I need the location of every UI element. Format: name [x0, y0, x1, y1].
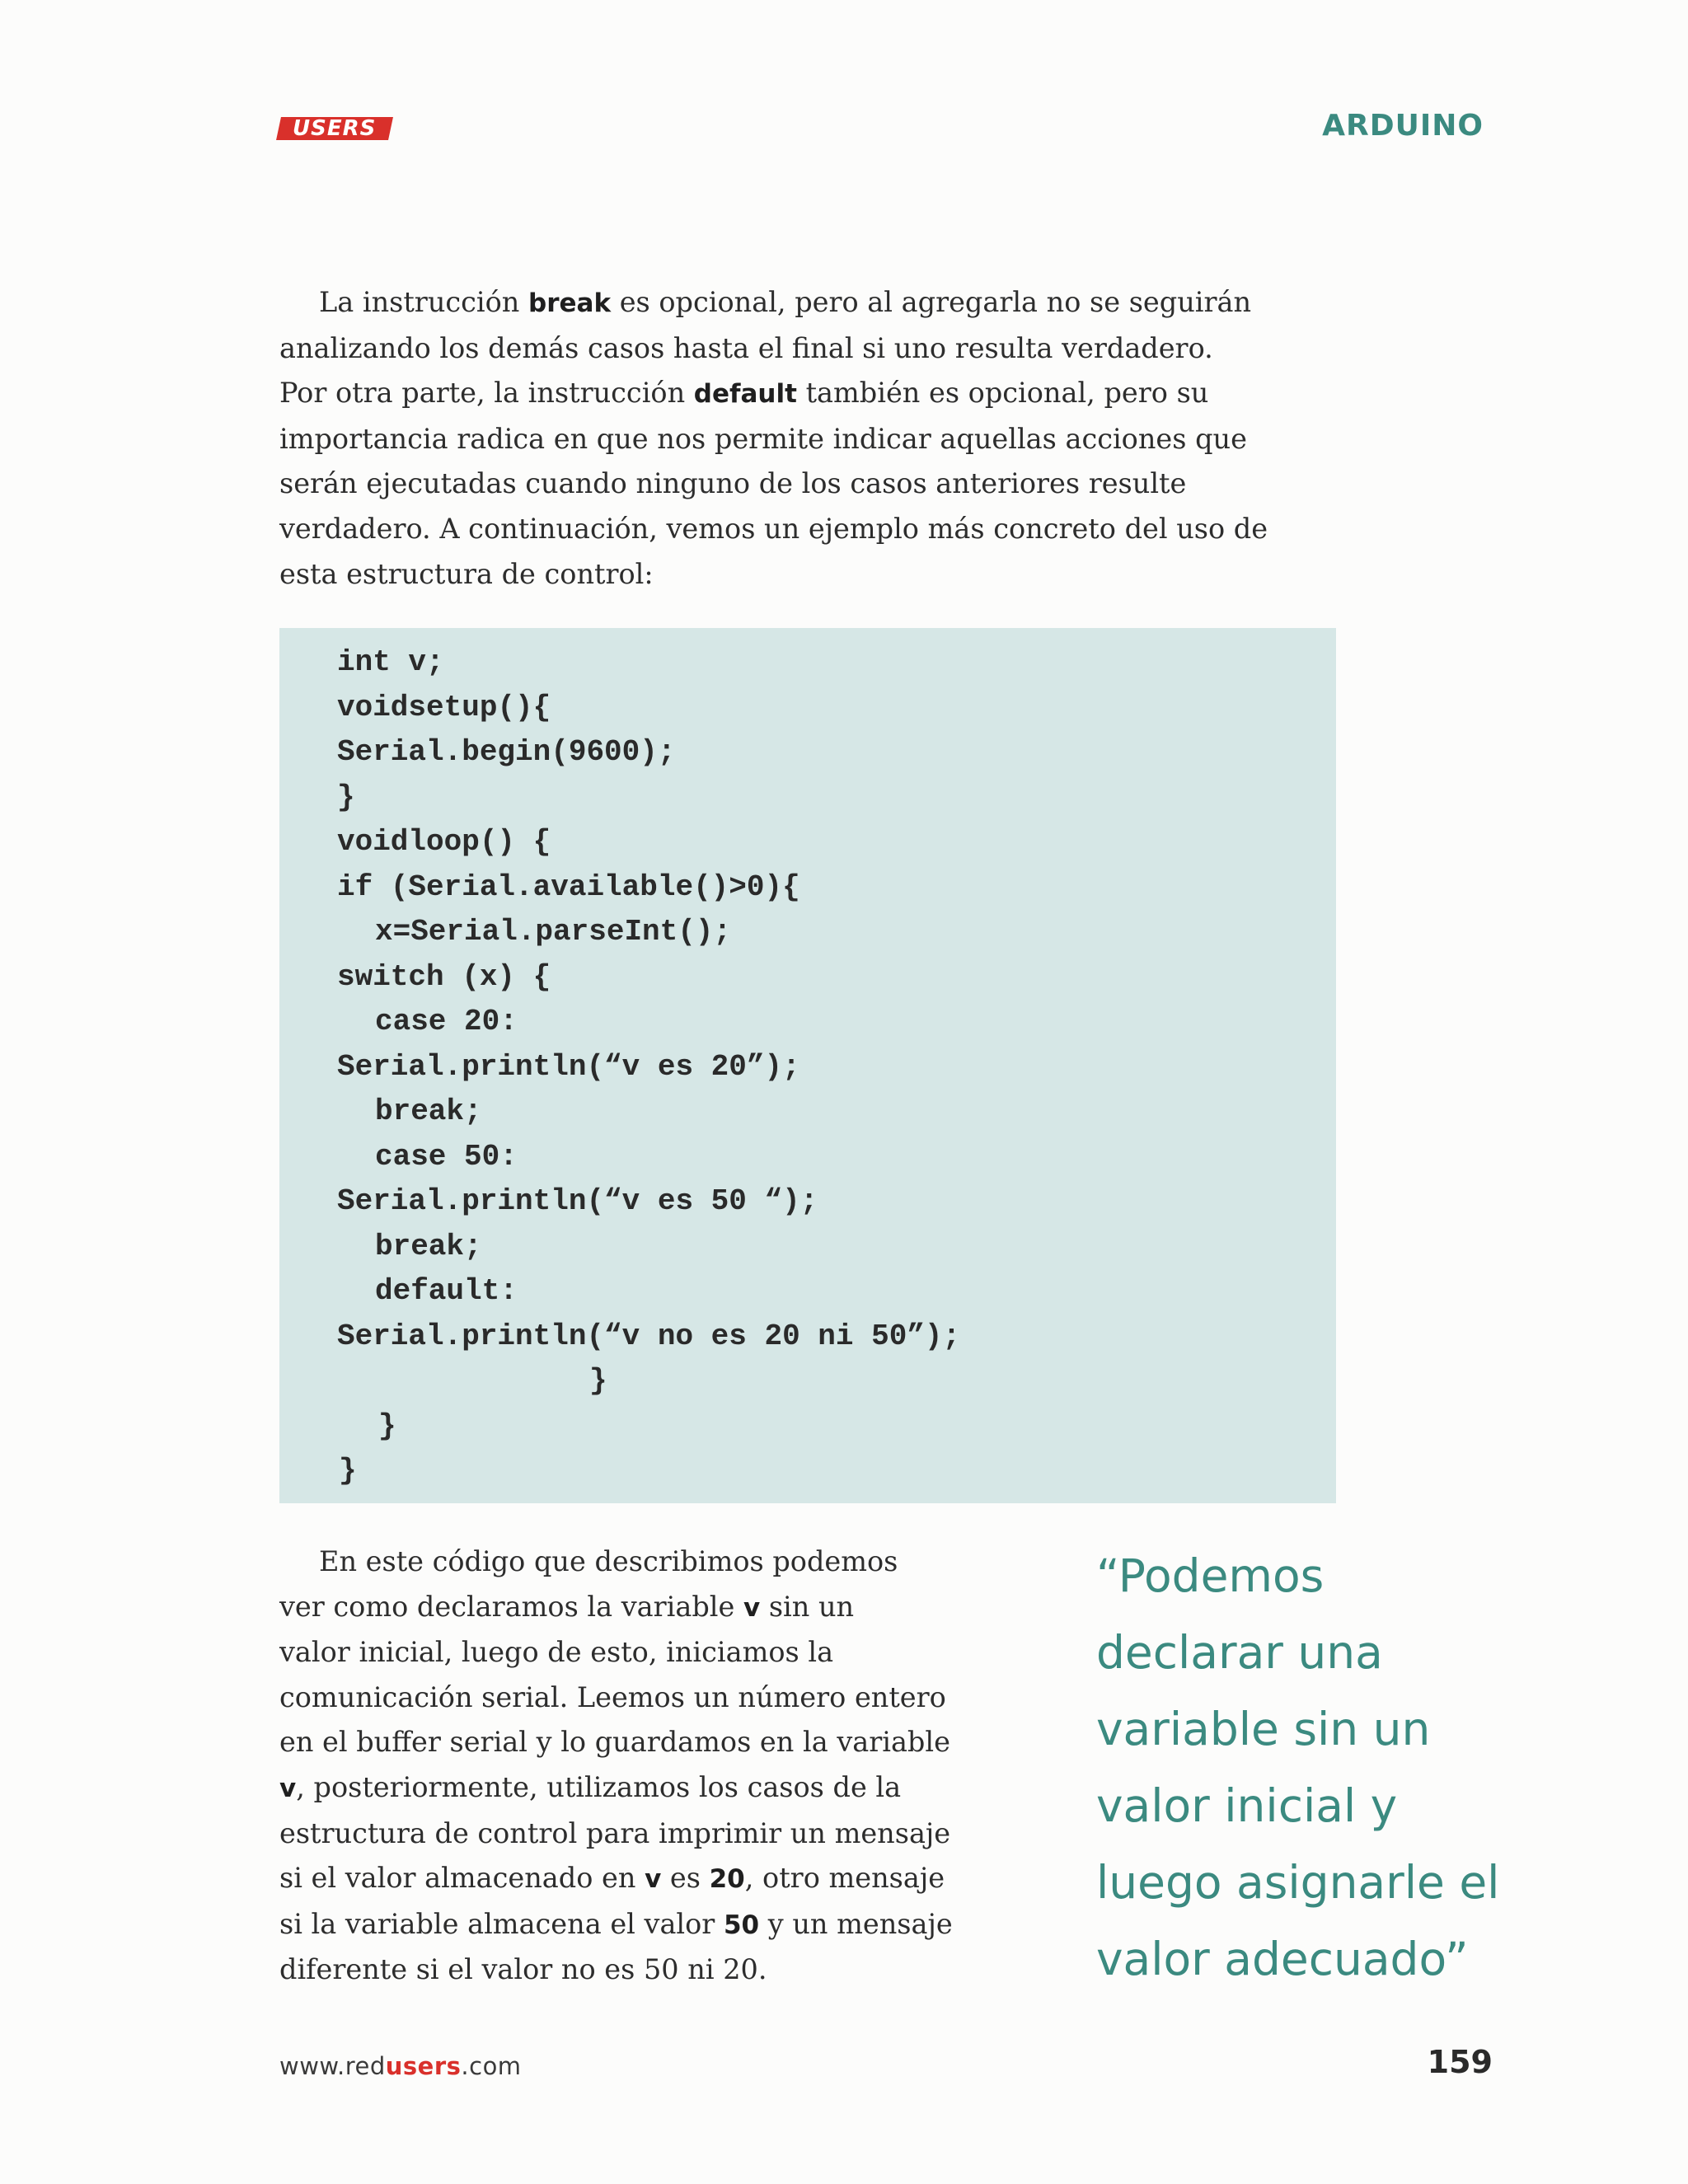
keyword-v: v — [645, 1864, 662, 1895]
code-line: case 20: — [375, 1005, 518, 1038]
intro-line-1 — [279, 280, 1268, 326]
code-line: switch (x) { — [337, 960, 551, 994]
page-number: 159 — [1427, 2044, 1493, 2080]
code-line: break; — [375, 1094, 482, 1128]
code-line: } — [589, 1364, 607, 1398]
code-line: } — [378, 1409, 396, 1443]
pull-quote-line: luego asignarle el — [1096, 1856, 1500, 1909]
code-block — [279, 628, 1336, 1503]
footer-url-suffix: .com — [461, 2052, 522, 2080]
footer-url-red: red — [345, 2052, 386, 2080]
body-text: y un mensaje — [759, 1907, 953, 1940]
intro-line-2: analizando los demás casos hasta el final si uno resulta verdadero. — [279, 331, 1213, 364]
intro-line-6: verdadero. A continuación, vemos un ejemplo más concreto del uso de — [279, 512, 1268, 545]
code-line: } — [337, 780, 355, 814]
users-logo — [276, 117, 393, 140]
body-text: , posteriormente, utilizamos los casos de la — [296, 1770, 902, 1803]
body-line-3: valor inicial, luego de esto, iniciamos la — [279, 1636, 834, 1669]
intro-text: es opcional, pero al agregarla no se seguirán — [611, 286, 1252, 318]
intro-paragraph — [279, 280, 1268, 597]
body-line-9 — [279, 1902, 953, 1948]
pull-quote-line: declarar una — [1096, 1626, 1383, 1679]
body-paragraph — [279, 1540, 953, 1993]
footer-url — [279, 2052, 522, 2080]
body-line-4: comunicación serial. Leemos un número entero — [279, 1680, 946, 1713]
users-logo-text: USERS — [293, 116, 377, 141]
intro-line-5: serán ejecutadas cuando ninguno de los casos anteriores resulte — [279, 467, 1187, 500]
intro-text: La instrucción — [319, 286, 529, 318]
body-line-2 — [279, 1585, 953, 1631]
section-title: ARDUINO — [1322, 109, 1484, 143]
intro-text: también es opcional, pero su — [796, 377, 1209, 410]
code-line: default: — [375, 1274, 518, 1308]
code-line: Serial.println(“v no es 20 ni 50”); — [337, 1319, 961, 1353]
code-line: if (Serial.available()>0){ — [337, 870, 800, 904]
code-line: break; — [375, 1230, 482, 1263]
keyword-v: v — [279, 1773, 297, 1803]
value-50: 50 — [723, 1910, 760, 1940]
intro-text: Por otra parte, la instrucción — [279, 377, 694, 410]
body-line-6 — [279, 1765, 953, 1811]
code-line: } — [339, 1454, 357, 1488]
keyword-default: default — [693, 379, 797, 410]
pull-quote-line: valor inicial y — [1096, 1779, 1398, 1832]
code-line: case 50: — [375, 1140, 518, 1174]
code-line: Serial.begin(9600); — [337, 735, 676, 769]
code-line: Serial.println(“v es 20”); — [337, 1050, 800, 1084]
body-line-5: en el buffer serial y lo guardamos en la variable — [279, 1726, 950, 1759]
intro-line-7: esta estructura de control: — [279, 557, 654, 590]
code-line: voidloop() { — [337, 825, 551, 859]
keyword-v: v — [743, 1592, 761, 1623]
keyword-break: break — [528, 288, 612, 318]
code-line: Serial.println(“v es 50 “); — [337, 1184, 818, 1218]
footer-url-prefix: www. — [279, 2052, 345, 2080]
body-text: , otro mensaje — [744, 1862, 945, 1895]
footer-url-users: users — [385, 2052, 462, 2080]
code-line: voidsetup(){ — [337, 691, 551, 724]
pull-quote — [1096, 1538, 1499, 1998]
body-text: sin un — [760, 1590, 855, 1623]
pull-quote-line: “Podemos — [1096, 1549, 1325, 1602]
code-line: x=Serial.parseInt(); — [375, 915, 732, 949]
intro-line-3 — [279, 371, 1268, 417]
body-line-8 — [279, 1856, 953, 1902]
body-text: ver como declaramos la variable — [279, 1590, 743, 1623]
body-text: es — [661, 1862, 710, 1895]
value-20: 20 — [709, 1864, 745, 1895]
intro-line-4: importancia radica en que nos permite indicar aquellas acciones que — [279, 422, 1247, 455]
body-text: si el valor almacenado en — [279, 1862, 645, 1895]
body-line-10: diferente si el valor no es 50 ni 20. — [279, 1953, 767, 1986]
code-line: int v; — [337, 645, 444, 679]
body-line-7: estructura de control para imprimir un mensaje — [279, 1816, 951, 1849]
pull-quote-line: variable sin un — [1096, 1703, 1431, 1755]
pull-quote-line: valor adecuado” — [1096, 1933, 1469, 1985]
body-text: si la variable almacena el valor — [279, 1907, 724, 1940]
body-line-1: En este código que describimos podemos — [319, 1545, 898, 1577]
